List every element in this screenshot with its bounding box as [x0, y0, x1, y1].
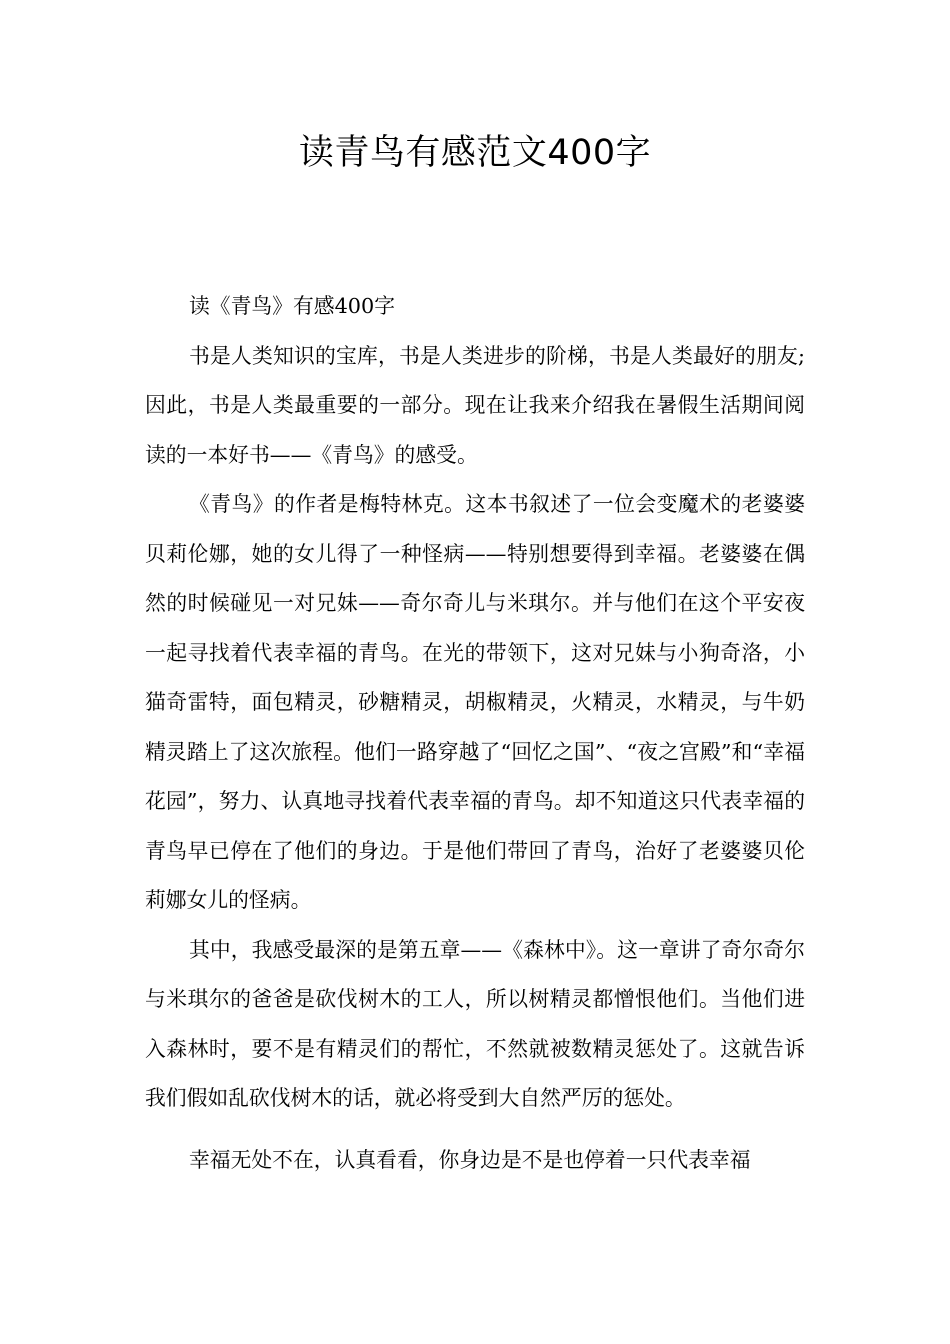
paragraph-subtitle: 读《青鸟》有感400字 — [189, 294, 396, 318]
paragraph-summary: 《青鸟》的作者是梅特林克。这本书叙述了一位会变魔术的老婆婆贝莉伦娜，她的女儿得了一种怪病——特别想要得到幸福。老婆婆在偶然的时候碰见一对兄妹——奇尔奇儿与米琪尔。并与他们在这个平安夜一起寻找着代表幸福的青鸟。在光的带领下，这对兄妹与小狗奇洛，小猫奇雷特，面包精灵，砂糖精灵，胡椒精灵，火精灵，水精灵，与牛奶精灵踏上了这次旅程。他们一路穿越了“回忆之国”、“夜之宫殿”和“幸福花园”，努力、认真地寻找着代表幸福的青鸟。却不知道这只代表幸福的青鸟早已停在了他们的身边。于是他们带回了青鸟，治好了老婆婆贝伦莉娜女儿的怪病。 — [145, 492, 805, 912]
paragraph-intro: 书是人类知识的宝库，书是人类进步的阶梯，书是人类最好的朋友;因此，书是人类最重要的一部分。现在让我来介绍我在暑假生活期间阅读的一本好书——《青鸟》的感受。 — [145, 343, 805, 467]
paragraph-conclusion: 幸福无处不在，认真看看，你身边是不是也停着一只代表幸福 — [189, 1147, 751, 1172]
paragraph-chapter-five: 其中，我感受最深的是第五章——《森林中》。这一章讲了奇尔奇尔与米琪尔的爸爸是砍伐树木的工人，所以树精灵都憎恨他们。当他们进入森林时，要不是有精灵们的帮忙，不然就被数精灵惩处了。这就告诉我们假如乱砍伐树木的话，就必将受到大自然严厉的惩处。 — [145, 937, 805, 1110]
document-title: 读青鸟有感范文400字 — [298, 133, 652, 173]
document-body — [145, 282, 805, 1185]
